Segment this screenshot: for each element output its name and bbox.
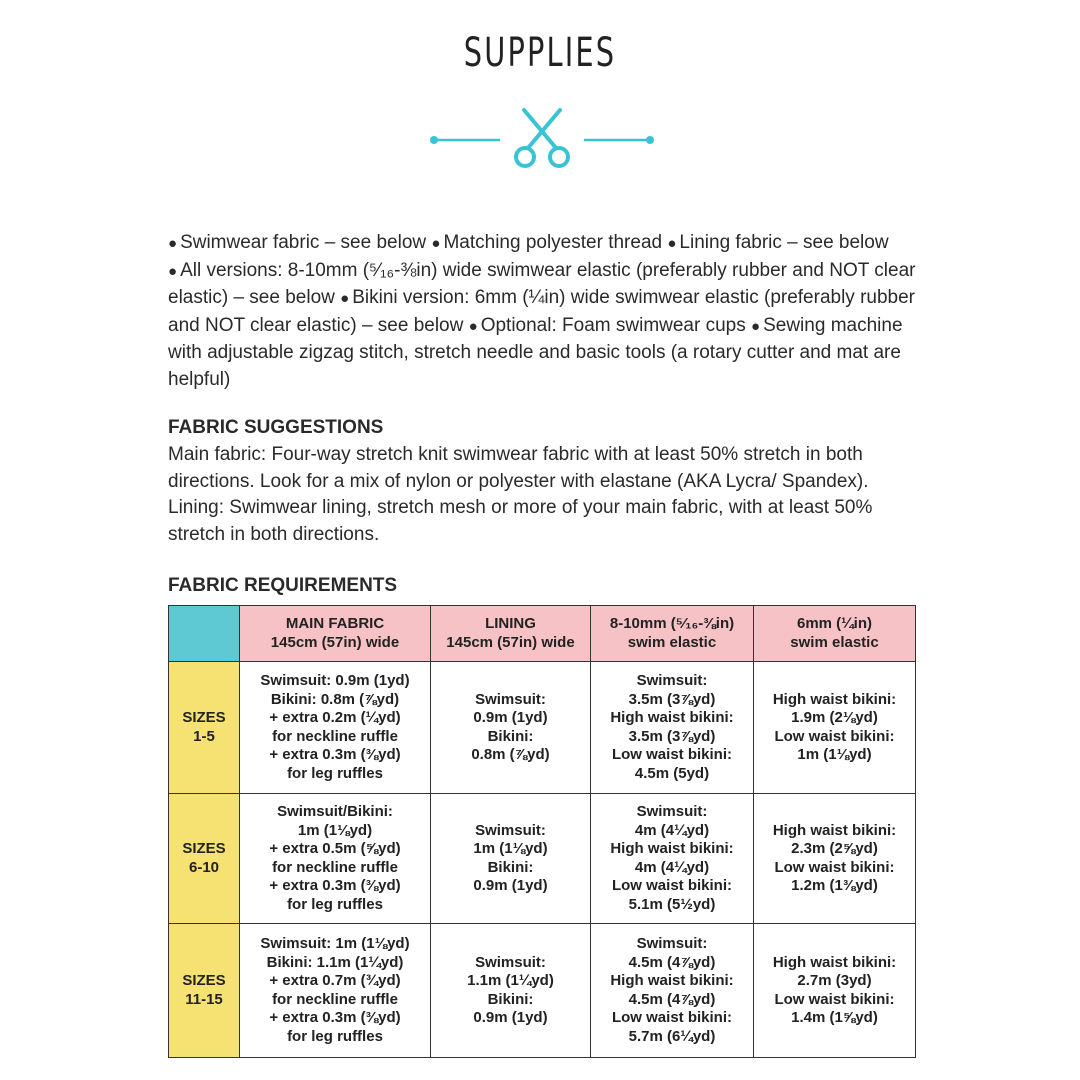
table-row — [169, 794, 916, 924]
supply-item: ● Lining fabric – see below — [667, 232, 889, 253]
fabric-requirements-heading: FABRIC REQUIREMENTS — [168, 575, 398, 596]
size-label-6-10: SIZES 6-10 — [169, 794, 240, 924]
supply-item: ● Optional: Foam swimwear cups — [468, 314, 746, 336]
table-header-row — [169, 606, 916, 662]
supplies-list — [168, 230, 920, 393]
fabric-requirements-table — [168, 605, 916, 1058]
bullet-icon: ● — [340, 290, 350, 307]
elastic-8-10mm-cell: Swimsuit: 4.5m (4⅞yd) High waist bikini: 4.5m (4⅞yd) Low waist bikini: 5.7m (6¼yd) — [591, 924, 754, 1058]
bullet-icon: ● — [667, 235, 677, 252]
column-header-elastic-6mm: 6mm (¼in) swim elastic — [754, 606, 916, 662]
supply-item: ● Swimwear fabric – see below — [168, 232, 427, 253]
bullet-icon: ● — [751, 317, 761, 335]
column-header-lining: LINING 145cm (57in) wide — [431, 606, 591, 662]
bullet-icon: ● — [468, 317, 478, 335]
table-corner-cell — [169, 606, 240, 662]
column-header-elastic-8-10mm: 8-10mm (⁵⁄₁₆-⅜in) swim elastic — [591, 606, 754, 662]
main-fabric-cell: Swimsuit: 0.9m (1yd) Bikini: 0.8m (⅞yd) + extra 0.2m (¼yd) for neckline ruffle + extra 0.3m (⅜yd) for leg ruffles — [240, 662, 431, 794]
elastic-6mm-cell: High waist bikini: 2.3m (2⅝yd) Low waist bikini: 1.2m (1⅜yd) — [754, 794, 916, 924]
size-label-11-15: SIZES 11-15 — [169, 924, 240, 1058]
elastic-8-10mm-cell: Swimsuit: 3.5m (3⅞yd) High waist bikini: 3.5m (3⅞yd) Low waist bikini: 4.5m (5yd) — [591, 662, 754, 794]
elastic-8-10mm-cell: Swimsuit: 4m (4¼yd) High waist bikini: 4m (4¼yd) Low waist bikini: 5.1m (5½yd) — [591, 794, 754, 924]
elastic-6mm-cell: High waist bikini: 2.7m (3yd) Low waist bikini: 1.4m (1⅝yd) — [754, 924, 916, 1058]
lining-cell: Swimsuit: 1m (1⅛yd) Bikini: 0.9m (1yd) — [431, 794, 591, 924]
page-title: SUPPLIES — [463, 30, 617, 76]
table-row — [169, 662, 916, 794]
main-fabric-cell: Swimsuit: 1m (1⅛yd) Bikini: 1.1m (1¼yd) + extra 0.7m (¾yd) for neckline ruffle + extra 0.3m (⅜yd) for leg ruffles — [240, 924, 431, 1058]
supply-item: ● Bikini version: 6mm (¼in) wide swimwear elastic (preferably rubber and NOT clear elastic) – see below — [168, 287, 916, 336]
table-row — [169, 924, 916, 1058]
bullet-icon: ● — [168, 262, 178, 280]
bullet-icon: ● — [431, 235, 441, 252]
supply-item: ● Sewing machine with adjustable zigzag stitch, stretch needle and basic tools (a rotary cutter and mat are helpful) — [168, 314, 903, 390]
main-fabric-cell: Swimsuit/Bikini: 1m (1⅛yd) + extra 0.5m (⅝yd) for neckline ruffle + extra 0.3m (⅜yd) for leg ruffles — [240, 794, 431, 924]
fabric-suggestions-text: Main fabric: Four-way stretch knit swimwear fabric with at least 50% stretch in both directions. Look for a mix of nylon or polyester with elastane (AKA Lycra/ Spandex). Lining: Swimwear lining, stretch mesh or more of your main fabric, with at least 50% stretch in both directions. — [168, 444, 873, 545]
supply-item: ● Matching polyester thread — [431, 232, 663, 253]
scissors-icon — [516, 110, 568, 166]
supply-item: ● All versions: 8-10mm (⁵⁄₁₆-⅜in) wide swimwear elastic (preferably rubber and NOT clear elastic) – see below — [168, 259, 916, 308]
size-label-1-5: SIZES 1-5 — [169, 662, 240, 794]
divider-line-right — [584, 136, 654, 144]
column-header-main-fabric: MAIN FABRIC 145cm (57in) wide — [240, 606, 431, 662]
lining-cell: Swimsuit: 1.1m (1¼yd) Bikini: 0.9m (1yd) — [431, 924, 591, 1058]
divider-line-left — [430, 136, 500, 144]
scissors-divider — [428, 100, 658, 180]
fabric-suggestions-heading: FABRIC SUGGESTIONS — [168, 417, 384, 438]
bullet-icon: ● — [168, 235, 178, 252]
lining-cell: Swimsuit: 0.9m (1yd) Bikini: 0.8m (⅞yd) — [431, 662, 591, 794]
elastic-6mm-cell: High waist bikini: 1.9m (2⅛yd) Low waist bikini: 1m (1⅛yd) — [754, 662, 916, 794]
